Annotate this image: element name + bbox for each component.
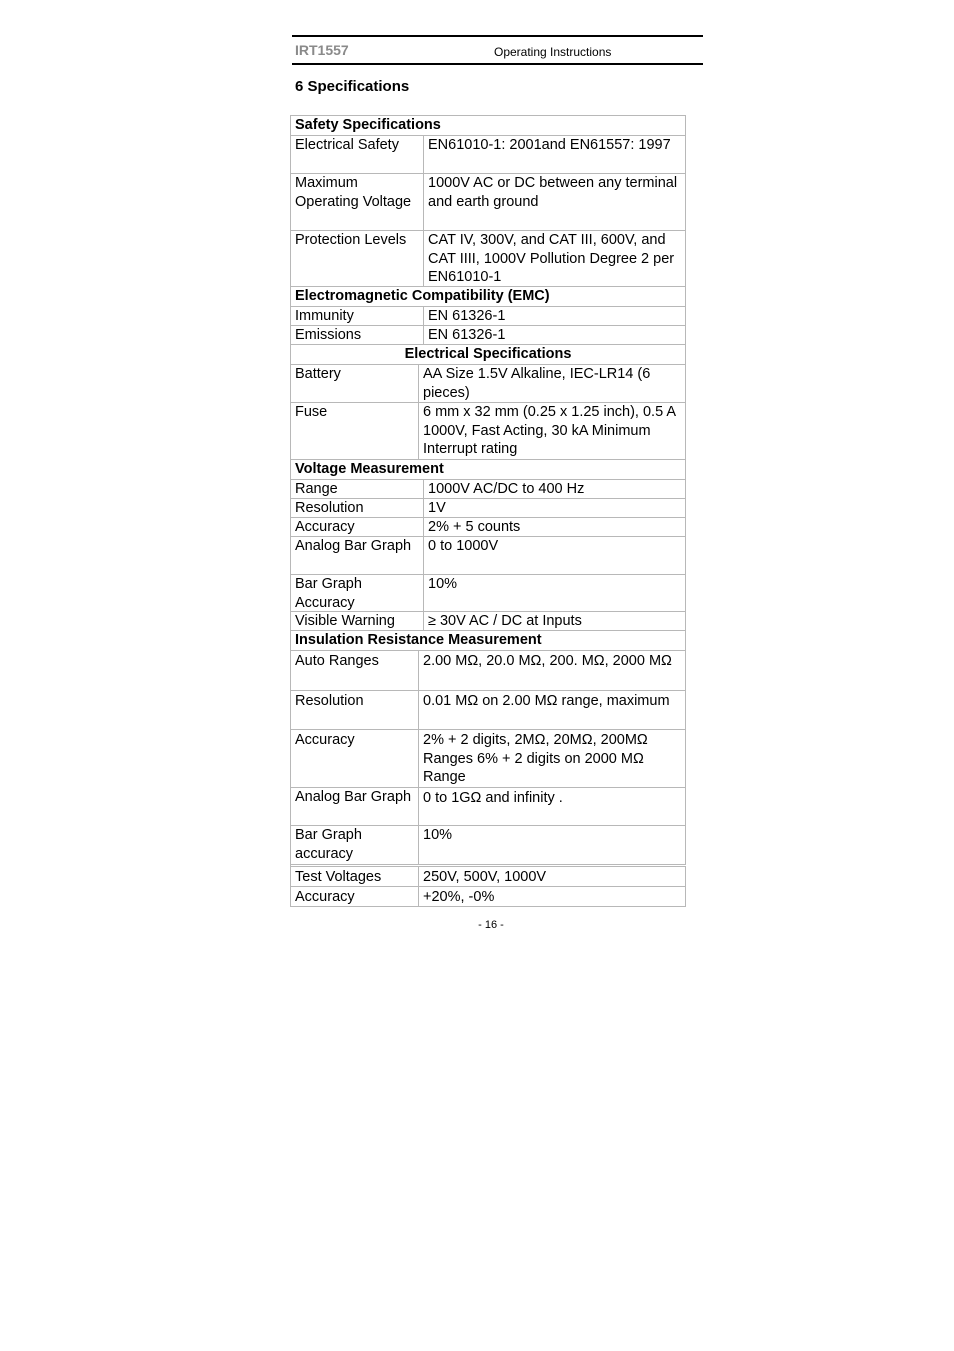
spec-value: 1000V AC or DC between any terminal and earth ground <box>424 174 686 230</box>
emc-section-title: Electromagnetic Compatibility (EMC) <box>291 287 686 306</box>
spec-value: ≥ 30V AC / DC at Inputs <box>424 612 686 630</box>
spec-value: 0 to 1GΩ and infinity . <box>419 788 686 825</box>
spec-value: 250V, 500V, 1000V <box>419 867 686 886</box>
table-row <box>291 826 686 867</box>
table-section-header <box>291 631 686 651</box>
spec-value: 0.01 MΩ on 2.00 MΩ range, maximum <box>419 691 686 729</box>
spec-label: Protection Levels <box>291 231 424 286</box>
spec-label: Bar Graph accuracy <box>291 826 419 864</box>
table-row <box>291 480 686 499</box>
document-title: Operating Instructions <box>494 45 612 59</box>
table-row <box>291 788 686 826</box>
spec-label: Auto Ranges <box>291 651 419 690</box>
spec-value: 10% <box>424 575 686 611</box>
table-section-header <box>291 345 686 365</box>
table-row <box>291 612 686 631</box>
table-row <box>291 575 686 612</box>
table-row <box>291 887 686 907</box>
spec-value: 0 to 1000V <box>424 537 686 574</box>
spec-label: Electrical Safety <box>291 136 424 173</box>
spec-label: Bar Graph Accuracy <box>291 575 424 611</box>
section-heading: 6 Specifications <box>295 78 410 95</box>
table-row <box>291 231 686 287</box>
spec-label: Analog Bar Graph <box>291 537 424 574</box>
spec-label: Accuracy <box>291 887 419 906</box>
spec-label: Maximum Operating Voltage <box>291 174 424 230</box>
spec-value: 1V <box>424 499 686 517</box>
table-row <box>291 537 686 575</box>
table-row <box>291 174 686 231</box>
spec-label: Immunity <box>291 307 424 325</box>
spec-value: 2% + 2 digits, 2MΩ, 20MΩ, 200MΩ Ranges 6% + 2 digits on 2000 MΩ Range <box>419 730 686 787</box>
table-row <box>291 518 686 537</box>
table-row <box>291 867 686 887</box>
table-row <box>291 326 686 345</box>
spec-label: Analog Bar Graph <box>291 788 419 825</box>
spec-label: Visible Warning <box>291 612 424 630</box>
spec-value: 6 mm x 32 mm (0.25 x 1.25 inch), 0.5 A 1000V, Fast Acting, 30 kA Minimum Interrupt rating <box>419 403 686 459</box>
spec-value: 2% + 5 counts <box>424 518 686 536</box>
table-section-header <box>291 460 686 480</box>
table-row <box>291 499 686 518</box>
voltage-section-title: Voltage Measurement <box>291 460 686 479</box>
table-section-header <box>291 287 686 307</box>
table-row <box>291 403 686 460</box>
spec-value: EN61010-1: 2001and EN61557: 1997 <box>424 136 686 173</box>
spec-value: AA Size 1.5V Alkaline, IEC-LR14 (6 pieces) <box>419 365 686 402</box>
table-row <box>291 136 686 174</box>
page-number: - 16 - <box>478 919 504 931</box>
electrical-section-title: Electrical Specifications <box>291 345 686 364</box>
spec-label: Emissions <box>291 326 424 344</box>
spec-label: Fuse <box>291 403 419 459</box>
insulation-section-title: Insulation Resistance Measurement <box>291 631 686 650</box>
spec-value: 2.00 MΩ, 20.0 MΩ, 200. MΩ, 2000 MΩ <box>419 651 686 690</box>
spec-label: Accuracy <box>291 518 424 536</box>
spec-value: EN 61326-1 <box>424 326 686 344</box>
spec-value: +20%, -0% <box>419 887 686 906</box>
table-row <box>291 730 686 788</box>
specifications-table <box>290 115 686 907</box>
spec-value: CAT IV, 300V, and CAT III, 600V, and CAT IIII, 1000V Pollution Degree 2 per EN61010-1 <box>424 231 686 286</box>
document-model: IRT1557 <box>295 42 349 58</box>
spec-label: Test Voltages <box>291 867 419 886</box>
spec-label: Range <box>291 480 424 498</box>
safety-section-title: Safety Specifications <box>291 116 686 135</box>
spec-label: Battery <box>291 365 419 402</box>
table-row <box>291 691 686 730</box>
table-row <box>291 307 686 326</box>
spec-label: Resolution <box>291 499 424 517</box>
spec-value: 10% <box>419 826 686 864</box>
page-header <box>292 35 703 65</box>
table-row <box>291 365 686 403</box>
spec-value: EN 61326-1 <box>424 307 686 325</box>
spec-label: Resolution <box>291 691 419 729</box>
spec-value: 1000V AC/DC to 400 Hz <box>424 480 686 498</box>
table-section-header <box>291 116 686 136</box>
spec-label: Accuracy <box>291 730 419 787</box>
table-row <box>291 651 686 691</box>
